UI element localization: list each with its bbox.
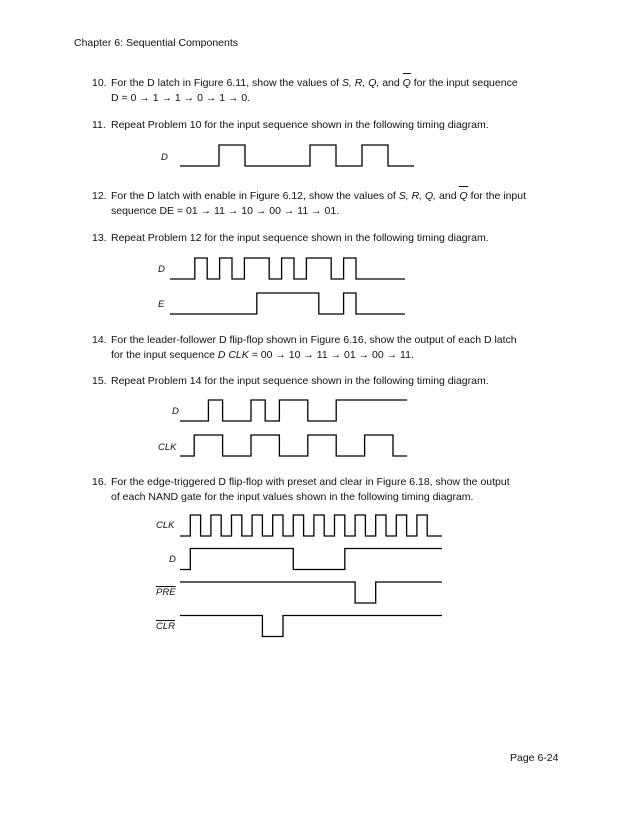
signal-label-d: D [169, 554, 176, 565]
signal-label-clk: CLK [158, 442, 177, 453]
timing-diagram-problem-16 [180, 512, 442, 640]
waveform-e [170, 293, 405, 314]
waveform-clk [180, 515, 442, 536]
page-header: Chapter 6: Sequential Components [74, 37, 239, 49]
timing-diagram-problem-13 [170, 255, 405, 321]
waveform-clk [180, 435, 407, 456]
waveform-pre [180, 582, 442, 603]
problem-10: 10. For the D latch in Figure 6.11, show the values of S, R, Q, and Q for the input sequence D = 0 → 1 → 1 → 0 → 1 → 0. [92, 77, 518, 104]
waveform-d [180, 549, 442, 570]
signal-label-pre-bar: $\overline{PRE}$ [156, 587, 176, 598]
signal-label-clk: CLK [156, 520, 175, 531]
waveform-d [180, 400, 407, 421]
waveform-d [170, 258, 405, 279]
waveform-d [180, 145, 414, 166]
problem-16: 16. For the edge-triggered D flip-flop with preset and clear in Figure 6.18, show the output of each NAND gate for the input values shown in the following timing diagram. [92, 476, 510, 503]
problem-13: 13. Repeat Problem 12 for the input sequence shown in the following timing diagram. [92, 232, 489, 244]
waveform-clr [180, 616, 442, 637]
signal-label-clr-bar: $\overline{CLR}$ [156, 621, 176, 632]
signal-label-d: D [161, 152, 168, 163]
timing-diagram-problem-11 [180, 144, 430, 172]
signal-label-e: E [158, 299, 165, 310]
problem-11: 11. Repeat Problem 10 for the input sequence shown in the following timing diagram. [92, 119, 489, 131]
signal-label-d: D [158, 264, 165, 275]
signal-label-d: D [172, 406, 179, 417]
timing-diagram-problem-15 [180, 397, 410, 463]
problem-15: 15. Repeat Problem 14 for the input sequence shown in the following timing diagram. [92, 375, 489, 387]
problem-12: 12. For the D latch with enable in Figure 6.12, show the values of S, R, Q, and Q for the input sequence DE = 01 → 11 → 10 → 00 → 11 → 01. [92, 190, 527, 217]
page-footer: Page 6-24 [510, 752, 559, 764]
problem-number: 10. [92, 77, 107, 89]
problem-14: 14. For the leader-follower D flip-flop shown in Figure 6.16, show the output of each D latch for the input sequence D CLK = 00 → 10 → 11 → 01 → 00 → 11. [92, 334, 517, 361]
